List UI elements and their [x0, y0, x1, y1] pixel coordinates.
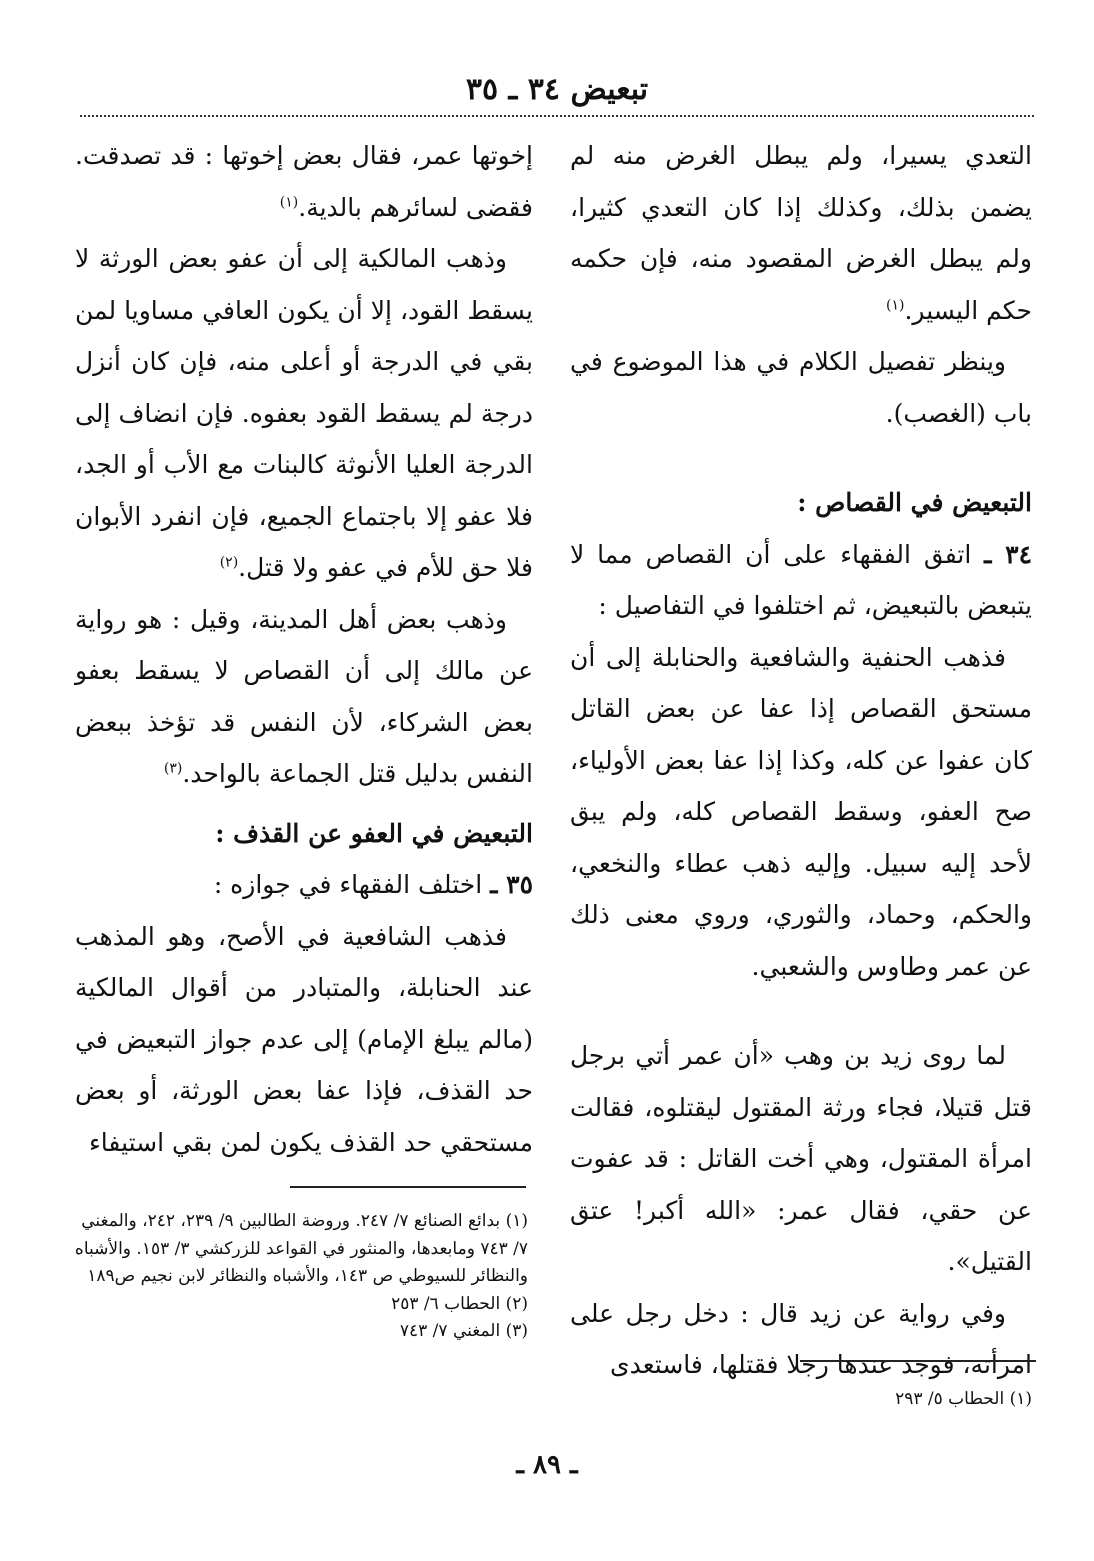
header-divider — [80, 115, 1034, 117]
paragraph: لما روى زيد بن وهب «أن عمر أتي برجل قتل قتيلا، فجاء ورثة المقتول ليقتلوه، فقالت امرأة المقتول، وهي أخت القاتل : قد عفوت عن حقي، فقال عمر: «الله أكبر! عتق القتيل». — [570, 1041, 1032, 1276]
footnotes-left — [72, 1208, 528, 1346]
paragraph: فذهب الشافعية في الأصح، وهو المذهب عند الحنابلة، والمتبادر من أقوال المالكية (مالم يبلغ الإمام) إلى عدم جواز التبعيض في حد القذف، فإذا عفا بعض الورثة، أو بعض مستحقي حد القذف يكون لمن بقي استيفاء — [75, 921, 533, 1157]
section-number: ٣٥ ـ — [490, 870, 533, 899]
footnotes-right — [572, 1386, 1032, 1414]
page-header — [80, 70, 1034, 110]
left-column — [75, 130, 533, 1168]
footnote: (١) بدائع الصنائع ٧/ ٢٤٧. وروضة الطالبين ٩/ ٢٣٩، ٢٤٢، والمغني ٧/ ٧٤٣ ومابعدها، والمنثور في القواعد للزركشي ٣/ ١٥٣. والأشباه والنظائر للسيوطي ص ١٤٣، والأشباه والنظائر لابن نجيم ص١٨٩ — [74, 1211, 528, 1286]
footnote-ref: (٢) — [219, 554, 239, 571]
section-heading: التبعيض في القصاص : — [797, 488, 1032, 517]
footnote-divider — [290, 1186, 526, 1188]
footnote: (٢) الحطاب ٦/ ٢٥٣ — [391, 1293, 528, 1314]
footnote-divider — [800, 1360, 1036, 1362]
footnote-ref: (٣) — [163, 760, 183, 777]
section-heading: التبعيض في العفو عن القذف : — [215, 818, 533, 848]
paragraph: إخوتها عمر، فقال بعض إخوتها : قد تصدقت. فقضى لسائرهم بالدية.$^{(١)}$ — [75, 141, 533, 222]
page-number: ـ ٨٩ ـ — [516, 1450, 578, 1480]
section-number: ٣٤ ـ — [984, 539, 1033, 569]
paragraph: وذهب بعض أهل المدينة، وقيل : هو رواية عن مالك إلى أن القصاص لا يسقط بعفو بعض الشركاء، لأن النفس قد تؤخذ ببعض النفس بدليل قتل الجماعة بالواحد.$^{(٣)}$ — [75, 604, 533, 788]
right-column — [570, 130, 1032, 1391]
footnote-ref: (١) — [885, 297, 905, 314]
page-title: تبعيض ٣٤ ـ ٣٥ — [465, 72, 649, 107]
footnote: (١) الحطاب ٥/ ٢٩٣ — [895, 1389, 1032, 1409]
footnote-ref: (١) — [279, 194, 299, 211]
paragraph: وذهب المالكية إلى أن عفو بعض الورثة لا يسقط القود، إلا أن يكون العافي مساويا لمن بقي في الدرجة أو أعلى منه، فإن كان أنزل درجة لم يسقط القود بعفوه. فإن انضاف إلى الدرجة العليا الأنوثة كالبنات مع الأب أو الجد، فلا عفو إلا باجتماع الجميع، فإن انفرد الأبوان فلا حق للأم في عفو ولا قتل.$^{(٢)}$ — [75, 244, 533, 582]
paragraph: ٣٥ ـ اختلف الفقهاء في جوازه : — [213, 870, 533, 899]
paragraph: فذهب الحنفية والشافعية والحنابلة إلى أن مستحق القصاص إذا عفا عن بعض القاتل كان عفوا عن كله، وكذا إذا عفا بعض الأولياء، صح العفو، وسقط القصاص كله، ولم يبق لأحد إليه سبيل. وإليه ذهب عطاء والنخعي، والحكم، وحماد، والثوري، وروي معنى ذلك عن عمر وطاوس والشعبي. — [570, 642, 1032, 981]
footnote: (٣) المغني ٧/ ٧٤٣ — [399, 1321, 528, 1341]
paragraph: وفي رواية عن زيد قال : دخل رجل على امرأته، فوجد عندها رجلا فقتلها، فاستعدى — [570, 1298, 1032, 1379]
paragraph: وينظر تفصيل الكلام في هذا الموضوع في باب (الغصب). — [570, 347, 1032, 428]
paragraph: التعدي يسيرا، ولم يبطل الغرض منه لم يضمن بذلك، وكذلك إذا كان التعدي كثيرا، ولم يبطل الغرض المقصود منه، فإن حكمه حكم اليسير.$^{(١)}$ — [570, 141, 1032, 325]
paragraph: ٣٤ ـ اتفق الفقهاء على أن القصاص مما لا يتبعض بالتبعيض، ثم اختلفوا في التفاصيل : — [570, 539, 1033, 620]
